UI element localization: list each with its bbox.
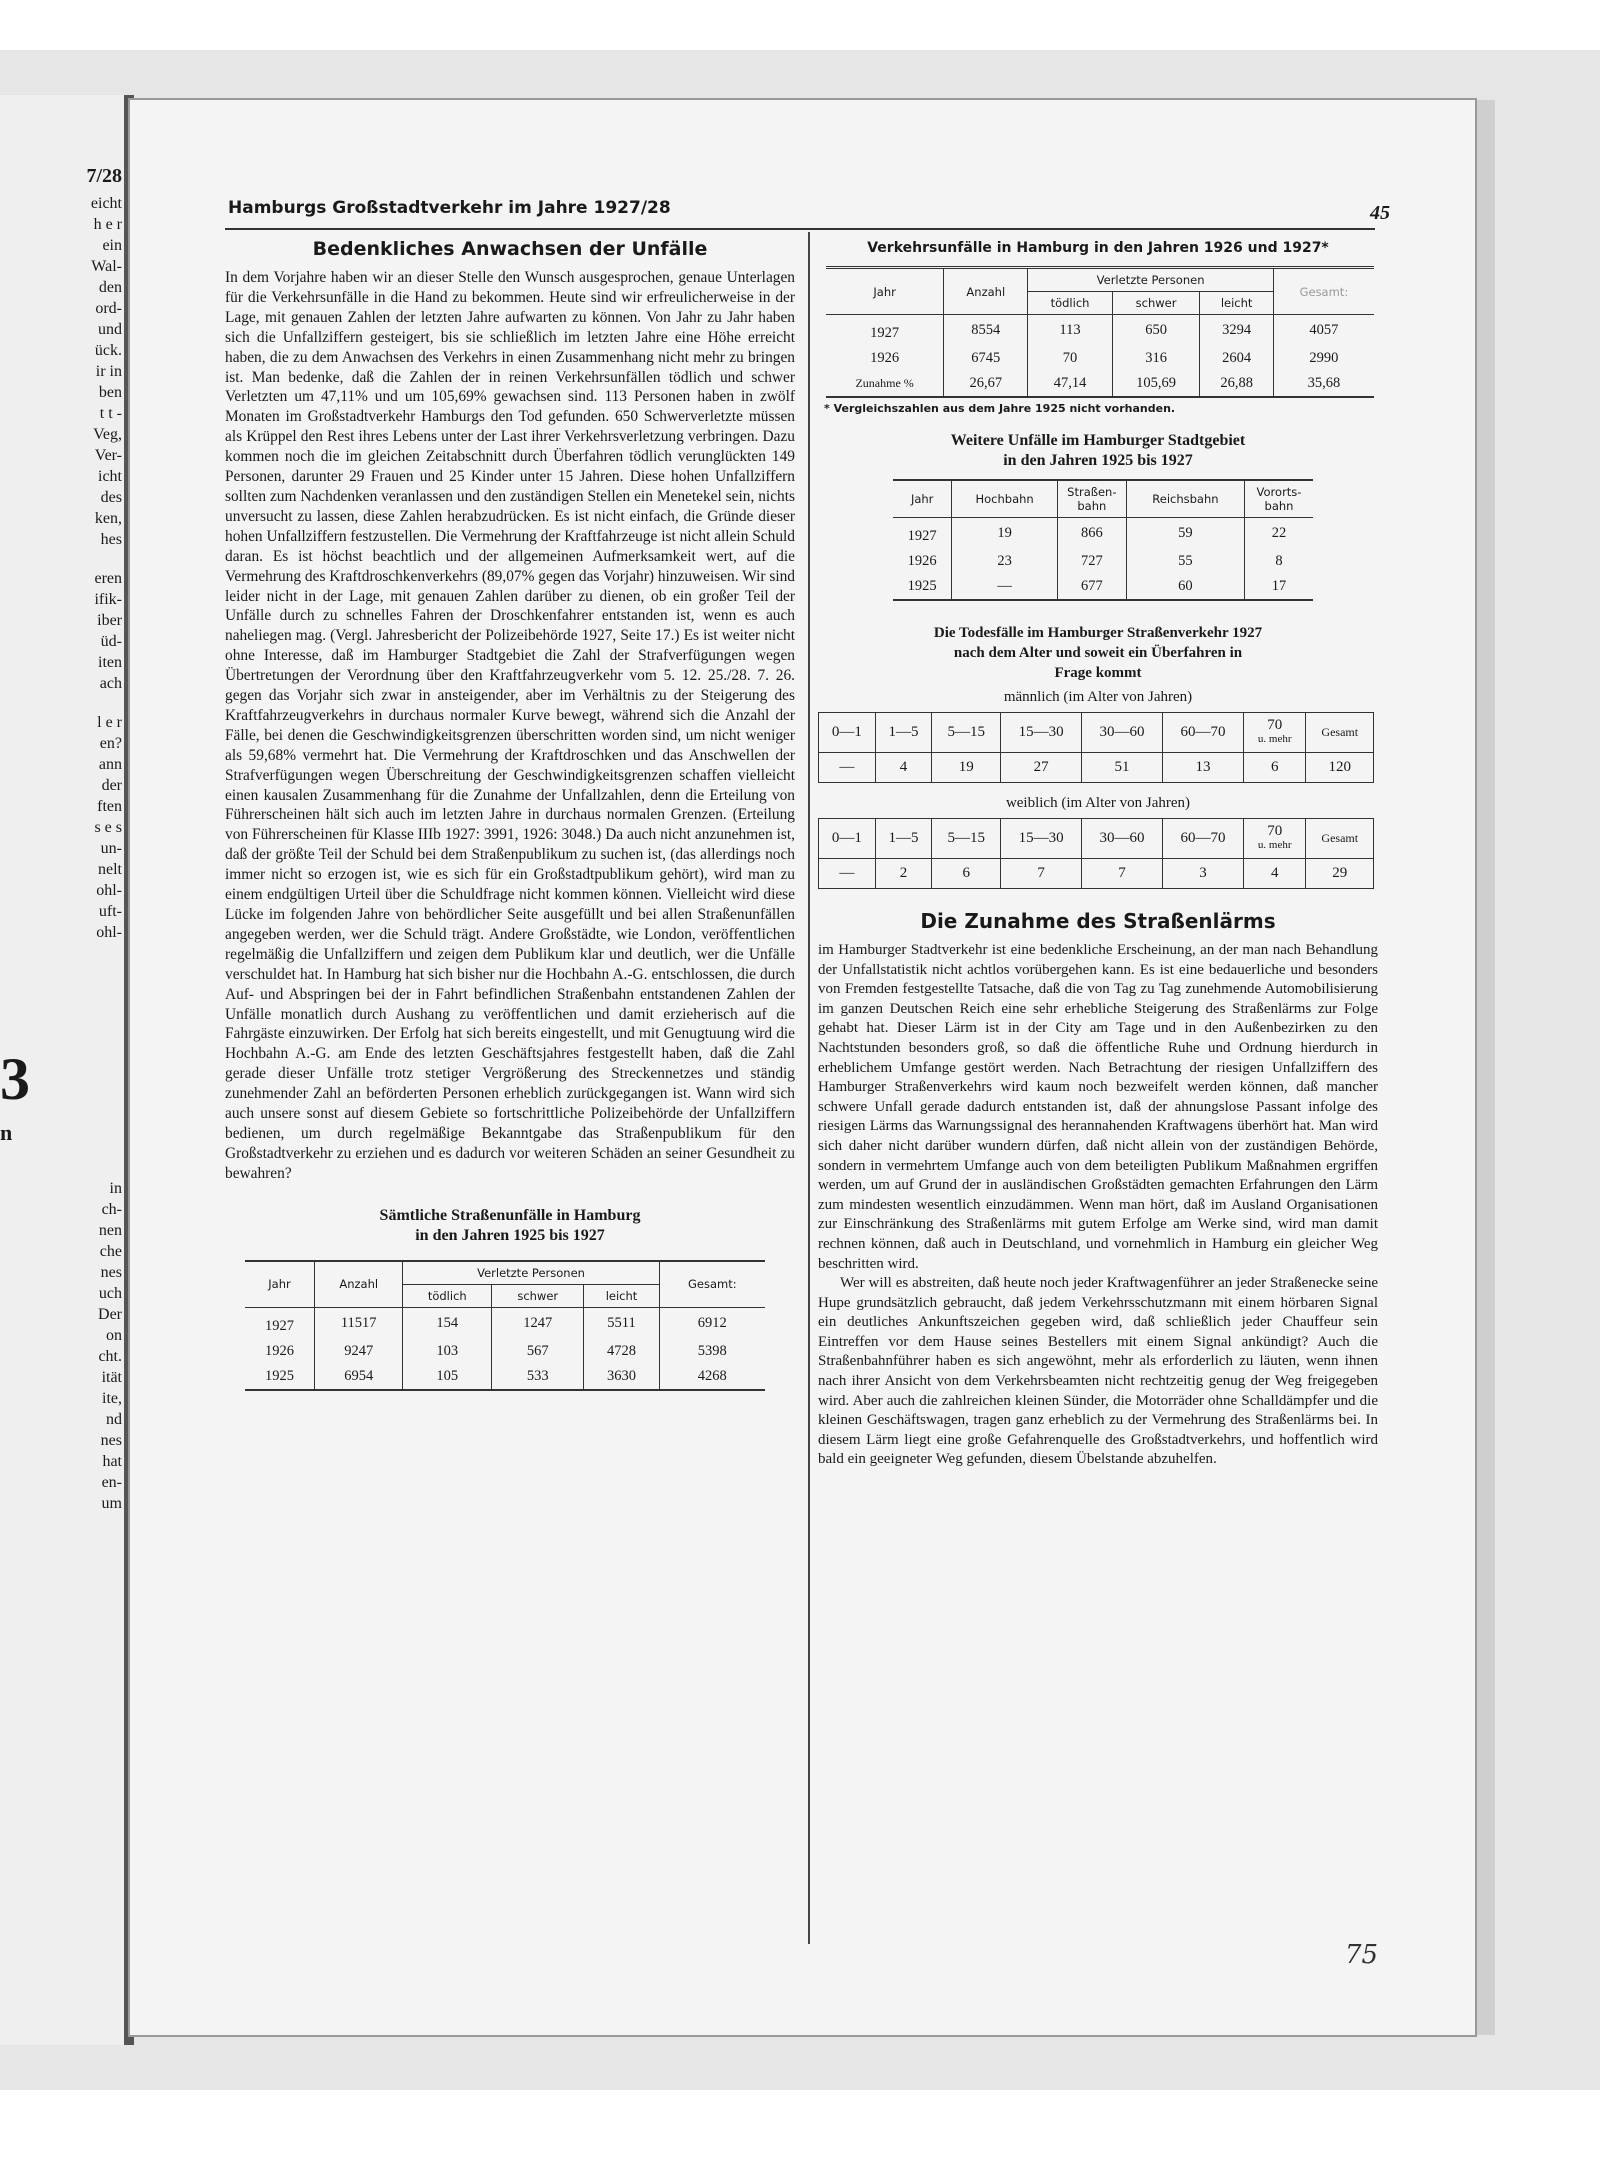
fragment-text: ord- — [95, 300, 122, 317]
header-label: u. mehr — [1257, 733, 1292, 745]
fragment-text: on — [106, 1327, 122, 1344]
article-text-laerm: Wer will es abstreiten, daß heute noch jeder Kraftwagenführer an jeder Straßenecke seine Hupe grundsätzlich gebraucht, daß jedem Verkehrsschutzmann mit einem hörbaren Signal ein deutliches Ankunftszeichen gegeben wird, daß schließlich jeder Chauffeur sein Eintreffen vor dem Hause seines Bestellers mit einem Signal ankündigt? Auch die Straßenbahnführer haben es sich angewöhnt, mehr als erforderlich zu läuten, wenn ihnen nach ihrer Ansicht von dem Verkehrsbeamten nicht rechtzeitig genug der Weg freigegeben wird. Aber auch die zahlreichen kleinen Sünder, die Motorräder ohne Schalldämpfer und die kleinen Geschäftswagen, tragen ganz erheblich zu der Vermehrung des Straßenlärms bei. In diesem Lärm liegt eine große Gefahrenquelle des Großstadtverkehrs, und hoffentlich wird bald ein geeigneter Weg gefunden, diesem Übelstande abzuhelfen. — [818, 1275, 1378, 1468]
table-caption: in den Jahren 1925 bis 1927 — [1003, 452, 1193, 469]
cell: 154 — [403, 1307, 492, 1339]
col-header: 1—5 — [875, 713, 932, 753]
col-header: Straßen-bahn — [1057, 480, 1126, 518]
cell: 120 — [1306, 753, 1374, 783]
cell: 26,88 — [1200, 371, 1273, 397]
fragment-text: ein — [102, 237, 122, 254]
adjacent-page-fragment — [0, 95, 128, 2045]
fragment-text: ann — [98, 756, 122, 773]
table-caption: in den Jahren 1925 bis 1927 — [415, 1226, 605, 1244]
fragment-text: des — [100, 489, 122, 506]
fragment-text: ben — [98, 384, 122, 401]
cell: 1927 — [870, 325, 900, 341]
cell: 4 — [875, 753, 932, 783]
cell: 60 — [1126, 574, 1244, 600]
cell: 3 — [1163, 859, 1244, 889]
fragment-text: cht. — [98, 1348, 122, 1365]
cell: 6954 — [314, 1364, 402, 1390]
cell: 103 — [403, 1339, 492, 1364]
table-row — [245, 1364, 765, 1390]
table-caption: nach dem Alter und soweit ein Überfahren in — [953, 645, 1243, 661]
table-row — [826, 315, 1374, 347]
cell: 7 — [1082, 859, 1163, 889]
fragment-text: um — [101, 1495, 122, 1512]
cell: 533 — [492, 1364, 584, 1390]
cell: 4728 — [584, 1339, 659, 1364]
col-header — [1243, 713, 1306, 753]
col-header: 5—15 — [932, 713, 1001, 753]
fragment-text: der — [101, 777, 122, 794]
table-deaths-male — [818, 712, 1374, 783]
col-header: tödlich — [1028, 292, 1112, 315]
table-row — [826, 346, 1374, 371]
col-header: Verletzte Personen — [1028, 268, 1273, 292]
cell: 866 — [1057, 518, 1126, 550]
table-row — [245, 1307, 765, 1339]
fragment-text: s e s — [94, 819, 122, 836]
cell: 23 — [952, 549, 1057, 574]
col-header: Vororts-bahn — [1245, 480, 1314, 518]
col-header: 15—30 — [1001, 713, 1082, 753]
fragment-text: en- — [101, 1474, 122, 1491]
fragment-text: che — [99, 1243, 122, 1260]
fragment-text: un- — [100, 840, 122, 857]
fragment-text: 7/28 — [86, 165, 122, 187]
col-header: Gesamt: — [659, 1261, 765, 1308]
cell: 8554 — [944, 315, 1028, 347]
fragment-text: üd- — [100, 633, 122, 650]
fragment-text: uft- — [98, 903, 122, 920]
fragment-text: iber — [97, 612, 122, 629]
cell: 35,68 — [1273, 371, 1374, 397]
fragment-text: hat — [102, 1453, 122, 1470]
col-header: 1—5 — [875, 819, 932, 859]
cell: 17 — [1245, 574, 1314, 600]
cell: 11517 — [314, 1307, 402, 1339]
fragment-text: icht — [98, 468, 122, 485]
section-heading-strassenlaerm: Die Zunahme des Straßenlärms — [920, 909, 1276, 933]
cell: — — [819, 859, 876, 889]
fragment-text: den — [98, 279, 122, 296]
article-text-laerm: im Hamburger Stadtverkehr ist eine bedenkliche Erscheinung, an der man nach Behandlung der Unfallstatistik nicht achtlos vorübergehen kann. Es ist eine bedauerliche und besonders von Fremden festgestellte Tatsache, daß die von Tag zu Tag zunehmende Automobilisierung im ganzen Deutschen Reich eine sehr erhebliche Steigerung des Straßenlärms zur Folge gehabt hat. Dieser Lärm ist in der City am Tage und in den Außenbezirken zu den Nachtstunden besonders groß, so daß die öffentliche Ruhe und Ordnung hierdurch in erheblichem Umfange gestört werden. Nach Betrachtung der riesigen Unfallziffern des Hamburger Straßenverkehrs wird kaum noch bezweifelt werden können, daß mancher schwere Unfall gerade dadurch entstanden ist, daß der ahnungslose Passant infolge des riesigen Lärms das Warnungssignal des herannahenden Kraftwagens überhört hat. Man wird sich daher nicht darüber wundern dürfen, daß nicht allein von der zuständigen Behörde, sondern in vermehrtem Umfange auch von dem beteiligten Publikum Maßnahmen ergriffen werden, um auf Grund der in ausländischen Großstädten gemachten Erfahrungen den Lärm zum mindesten wesentlich einzudämmen. Wenn man hört, daß im Ausland Organisationen zur Einschränkung des Straßenlärms mit gutem Erfolge am Werke sind, wird man damit rechnen können, daß auch in Deutschland, und vornehmlich in Hamburg ein gleicher Weg beschritten wird. — [818, 942, 1378, 1272]
col-header: Gesamt — [1306, 713, 1374, 753]
cell: 1926 — [870, 350, 900, 366]
cell: — — [819, 753, 876, 783]
table-all-accidents — [245, 1260, 765, 1391]
col-header: tödlich — [403, 1284, 492, 1307]
cell: 105,69 — [1112, 371, 1200, 397]
cell: 2 — [875, 859, 932, 889]
table-row — [245, 1339, 765, 1364]
table-row — [893, 518, 1313, 550]
header-rule — [225, 228, 1375, 230]
col-header: 0—1 — [819, 713, 876, 753]
table-row — [826, 371, 1374, 397]
cell: 5511 — [584, 1307, 659, 1339]
header-label: u. mehr — [1257, 839, 1292, 851]
cell: 27 — [1001, 753, 1082, 783]
header-label: 70 — [1267, 823, 1283, 839]
cell: 650 — [1112, 315, 1200, 347]
table-caption: Weitere Unfälle im Hamburger Stadtgebiet — [950, 432, 1246, 449]
fragment-text: nen — [98, 1222, 122, 1239]
cell: 1925 — [907, 578, 937, 594]
cell: 105 — [403, 1364, 492, 1390]
article-text-unfaelle: In dem Vorjahre haben wir an dieser Stelle den Wunsch ausgesprochen, genaue Unterlagen für die Verkehrsunfälle in die Hand zu bekommen. Heute sind wir erfreulicherweise in der Lage, mit genauen Zahlen der letzten Jahre aufwarten zu können. Von Jahr zu Jahr haben sich die Unfallziffern gesteigert, bis sie schließlich im letzten Jahre eine Höhe erreicht haben, die zu dem Anwachsen des Verkehrs in einen Zusammenhang nicht mehr zu bringen ist. Man bedenke, daß die Zahlen der in reinen Verkehrsunfällen tödlich und schwer Verletzten um 47,11% und um 105,69% gewachsen sind. 113 Personen haben in zwölf Monaten im Großstadtverkehr Hamburgs den Tod gefunden. 650 Schwerverletzte müssen als Krüppel den Rest ihres Lebens unter der Last ihrer Verkehrsverletzung verbringen. Dazu kommen noch die im gleichen Zeitabschnitt durch Überfahren tödlich verunglückten 149 Personen, darunter 29 Frauen und 25 Kinder unter 15 Jahren. Diese hohen Unfallziffern sollten zum Nachdenken veranlassen und den zuständigen Stellen ein Menetekel sein, nichts unversucht zu lassen, diese Zahlen herabzudrücken. Es ist nicht einfach, die Gründe dieser hohen Unfallziffern festzustellen. Die Vermehrung der Kraftfahrzeuge ist nicht allein Schuld daran. Es ist höchst beachtlich und der allgemeinen Aufmerksamkeit wert, auf die Vermehrung des Kraftdroschkenverkehrs (89,07% gegen das Vorjahr) hinzuweisen. Wir sind leider nicht in der Lage, mit genauen Zahlen darüber zu dienen, ob ein großer Teil der Unfälle durch zu schnelles Fahren der Droschkenfahrer entstanden ist, wenn es auch naheliegen mag. (Vergl. Jahresbericht der Polizeibehörde 1927, Seite 17.) Es ist weiter nicht ohne Interesse, daß im Hamburger Stadtgebiet die Zahl der Strafverfügungen wegen Übertretungen der Verordnung über den Kraftfahrzeugverkehr vom 5. 12. 25./28. 7. 26. gegen das Vorjahr sich zwar in ansteigender, aber im Verhältnis zu der Steigerung des Kraftfahrzeugverkehrs in durchaus normaler Kurve bewegt, während sich die Anzahl der Fälle, bei denen die Geschwindigkeitsgrenzen überschritten worden sind, um nicht weniger als 59,68% vermehrt hat. Die Vermehrung der Kraftdroschken und das Anschwellen der Strafverfügungen wegen Überschreitung der Geschwindigkeitsgrenzen schaffen vielleicht einen kausalen Zusammenhang für die Zunahme der Unfallzahlen, denn die Erteilung von Führerscheinen hält sich auch im letzten Jahre in durchaus normalen Grenzen. (Erteilung von Führerscheinen für Klasse IIIb 1927: 3991, 1926: 3048.) Da auch nicht anzunehmen ist, daß der größte Teil der Schuld bei dem Straßenpublikum zu suchen ist, (das allerdings noch immer nicht so erzogen ist, wie es sich für ein Großstadtpublikum gehört), wird man zu einem endgültigen Urteil über die Schuldfrage nicht kommen können. Vielleicht wird diese Lücke im folgenden Jahre von behördlicher Seite ausgefüllt und bei allen Straßenunfällen angegeben werden, wer die Schuld trägt. Andere Großstädte, wie London, veröffentlichen regelmäßig die Unfallziffern und zeigen dem Publikum klar und deutlich, wer die Unfälle verschuldet hat. In Hamburg hat sich bisher nur die Hochbahn A.-G. entschlossen, die durch Auf- und Abspringen bei der in Fahrt befindlichen Straßenbahn entstandenen Zahlen der Unfälle monatlich durch Aushang zu veröffentlichen und damit erzieherisch auf die Fahrgäste einzuwirken. Der Erfolg hat sich bereits eingestellt, und mit Genugtuung wird die Hochbahn A.-G. am Ende des letzten Geschäftsjahres festgestellt haben, daß die Zahl gerade dieser Unfälle trotz stetiger Vergrößerung des Streckennetzes und ständig zunehmender Zahl an beförderten Personen erheblich zurückgegangen ist. Wann wird sich auch unsere sonst auf diesem Gebiete so fortschrittliche Polizeibehörde der Unfallziffern bedienen, um durch regelmäßige Bekanntgabe das Straßenpublikum für den Großstadtverkehr zu erziehen und es dadurch vor weiteren Schäden an seiner Gesundheit zu bewahren? — [225, 269, 795, 1182]
fragment-text: 3 — [0, 1046, 30, 1112]
cell: 1925 — [264, 1367, 294, 1384]
cell: 1926 — [264, 1342, 294, 1359]
cell: 2604 — [1200, 346, 1273, 371]
column-divider — [808, 232, 810, 1944]
cell: 5398 — [659, 1339, 765, 1364]
cell: 2990 — [1273, 346, 1374, 371]
fragment-text: Veg, — [93, 426, 122, 443]
col-header: schwer — [1112, 292, 1200, 315]
cell: Zunahme % — [855, 376, 914, 390]
cell: 6 — [932, 859, 1001, 889]
fragment-text: ken, — [94, 510, 122, 527]
cell: 19 — [952, 518, 1057, 550]
col-header: Gesamt: — [1273, 268, 1374, 315]
fragment-text: nd — [106, 1411, 122, 1428]
left-column — [225, 238, 795, 1391]
col-header: Gesamt — [1306, 819, 1374, 859]
cell: 4 — [1243, 859, 1306, 889]
cell: 1926 — [907, 553, 937, 569]
col-header: 60—70 — [1163, 713, 1244, 753]
cell: 4268 — [659, 1364, 765, 1390]
page-number: 45 — [1370, 202, 1390, 224]
col-header: Anzahl — [944, 268, 1028, 315]
col-header: leicht — [584, 1284, 659, 1307]
col-header: Hochbahn — [952, 480, 1057, 518]
cell: 1927 — [907, 528, 937, 544]
col-header: 60—70 — [1163, 819, 1244, 859]
fragment-text: ohl- — [96, 924, 122, 941]
table-deaths-female — [818, 818, 1374, 889]
fragment-text: l e r — [97, 714, 122, 731]
cell: 29 — [1306, 859, 1374, 889]
cell: 22 — [1245, 518, 1314, 550]
fragment-text: und — [98, 321, 122, 338]
fragment-text: nes — [100, 1432, 122, 1449]
col-header: Reichsbahn — [1126, 480, 1244, 518]
col-header: 30—60 — [1082, 713, 1163, 753]
fragment-text: Wal- — [91, 258, 122, 275]
cell: 567 — [492, 1339, 584, 1364]
table-row — [819, 859, 1374, 889]
table-subcaption: weiblich (im Alter von Jahren) — [1005, 795, 1191, 811]
cell: 6745 — [944, 346, 1028, 371]
col-header: Jahr — [893, 480, 952, 518]
fragment-text: nelt — [98, 861, 122, 878]
fragment-text: t t - — [99, 405, 122, 422]
cell: 6912 — [659, 1307, 765, 1339]
fragment-text: ften — [97, 798, 122, 815]
col-header: schwer — [492, 1284, 584, 1307]
cell: 47,14 — [1028, 371, 1112, 397]
cell: 26,67 — [944, 371, 1028, 397]
col-header — [1243, 819, 1306, 859]
cell: 13 — [1163, 753, 1244, 783]
cell: 3630 — [584, 1364, 659, 1390]
fragment-text: en? — [99, 735, 122, 752]
table-subcaption: männlich (im Alter von Jahren) — [1003, 689, 1193, 705]
cell: 8 — [1245, 549, 1314, 574]
col-header: Jahr — [826, 268, 944, 315]
col-header: 30—60 — [1082, 819, 1163, 859]
fragment-text: eren — [94, 570, 122, 587]
cell: 677 — [1057, 574, 1126, 600]
fragment-text: uch — [98, 1285, 122, 1302]
table-row — [819, 753, 1374, 783]
fragment-text: h e r — [93, 216, 122, 233]
cell: 4057 — [1273, 315, 1374, 347]
table-traffic-accidents — [826, 266, 1374, 398]
cell: 727 — [1057, 549, 1126, 574]
section-heading-unfaelle: Bedenkliches Anwachsen der Unfälle — [312, 238, 708, 260]
col-header: 15—30 — [1001, 819, 1082, 859]
cell: 7 — [1001, 859, 1082, 889]
cell: — — [952, 574, 1057, 600]
table-caption: Verkehrsunfälle in Hamburg in den Jahren 1926 und 1927* — [867, 240, 1329, 256]
table-row — [893, 574, 1313, 600]
cell: 51 — [1082, 753, 1163, 783]
right-column — [818, 238, 1378, 1470]
fragment-text: Der — [98, 1306, 122, 1323]
col-header: leicht — [1200, 292, 1273, 315]
col-header: 0—1 — [819, 819, 876, 859]
fragment-text: ität — [101, 1369, 122, 1386]
cell: 9247 — [314, 1339, 402, 1364]
col-header: Anzahl — [314, 1261, 402, 1308]
fragment-text: in — [109, 1180, 122, 1197]
fragment-text: eicht — [90, 195, 122, 212]
cell: 6 — [1243, 753, 1306, 783]
fragment-text: ück. — [94, 342, 122, 359]
fragment-text: ohl- — [96, 882, 122, 899]
table-row — [893, 549, 1313, 574]
fragment-text: nes — [100, 1264, 122, 1281]
cell: 70 — [1028, 346, 1112, 371]
cell: 113 — [1028, 315, 1112, 347]
running-head: Hamburgs Großstadtverkehr im Jahre 1927/28 — [228, 198, 671, 218]
fragment-text: ite, — [102, 1390, 122, 1407]
col-header: Jahr — [245, 1261, 314, 1308]
cell: 1247 — [492, 1307, 584, 1339]
fragment-text: n — [0, 1120, 13, 1145]
table-caption: Sämtliche Straßenunfälle in Hamburg — [379, 1206, 641, 1224]
handwritten-page-number: 75 — [1345, 1940, 1379, 1970]
fragment-text: hes — [100, 531, 122, 548]
table-other-accidents — [893, 479, 1313, 601]
fragment-text: Ver- — [94, 447, 122, 464]
cell: 55 — [1126, 549, 1244, 574]
cell: 59 — [1126, 518, 1244, 550]
fragment-text: ach — [99, 675, 122, 692]
cell: 3294 — [1200, 315, 1273, 347]
header-label: 70 — [1267, 717, 1283, 733]
col-header: 5—15 — [932, 819, 1001, 859]
table-caption: Die Todesfälle im Hamburger Straßenverkehr 1927 — [933, 625, 1263, 641]
table-caption: Frage kommt — [1054, 665, 1142, 681]
cell: 19 — [932, 753, 1001, 783]
fragment-text: ifik- — [94, 591, 122, 608]
page-edge — [1475, 100, 1495, 2035]
col-header: Verletzte Personen — [403, 1261, 659, 1285]
fragment-text: ch- — [101, 1201, 122, 1218]
table-footnote: * Vergleichszahlen aus dem Jahre 1925 nicht vorhanden. — [824, 402, 1176, 415]
fragment-text: ir in — [95, 363, 122, 380]
fragment-text: iten — [98, 654, 122, 671]
cell: 316 — [1112, 346, 1200, 371]
cell: 1927 — [264, 1317, 294, 1334]
